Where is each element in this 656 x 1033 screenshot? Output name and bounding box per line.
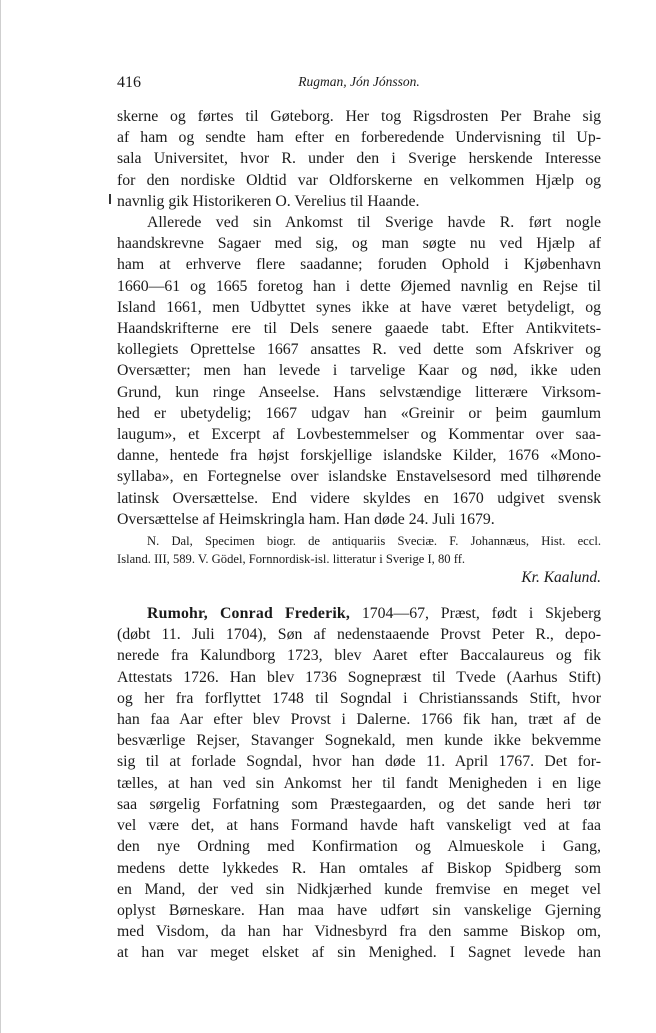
entry1-paragraph-2 xyxy=(117,212,601,530)
text-line: laugum», et Excerpt af Lovbestemmelser og Kommentar over saa- xyxy=(117,426,601,444)
text-line: Allerede ved sin Ankomst til Sverige havde R. ført nogle xyxy=(147,214,601,232)
text-line: for den nordiske Oldtid var Oldforskerne en velkommen Hjælp og xyxy=(117,171,601,189)
text-line: (døbt 11. Juli 1704), Søn af nedenstaaende Provst Peter R., depo- xyxy=(117,626,601,644)
page-number: 416 xyxy=(117,74,141,91)
margin-mark xyxy=(109,194,111,204)
reference-line: N. Dal, Specimen biogr. de antiquariis Sveciæ. F. Johannæus, Hist. eccl. xyxy=(147,534,601,549)
text-line: ham at erhverve flere saadanne; foruden Ophold i Kjøbenhavn xyxy=(117,256,601,274)
page-body xyxy=(117,106,601,964)
running-head: Rugman, Jón Jónsson. xyxy=(298,74,420,89)
text-line: hed er ubetydelig; 1667 udgav han «Greinir or þeim gaumlum xyxy=(117,404,601,422)
text-line: Haandskrifterne ere til Dels senere gaaede tabt. Efter Antikvitets- xyxy=(117,320,601,338)
text-line: Island 1661, men Udbyttet synes ikke at have været betydeligt, og xyxy=(117,298,601,316)
entry-headword: Rumohr, Conrad Frederik, xyxy=(147,605,351,623)
entry2-first-line xyxy=(117,603,601,624)
text-line: danne, hentede fra højst forskjellige islandske Kilder, 1676 «Mono- xyxy=(117,447,601,465)
text-line: nerede fra Kalundborg 1723, blev Aaret efter Baccalaureus og fik xyxy=(117,647,601,665)
text-line: oplyst Børneskare. Han maa have udført sin vanskelige Gjerning xyxy=(117,901,601,919)
entry1-paragraph-1 xyxy=(117,106,601,212)
text-line: af ham og sendte ham efter en forberedende Undervisning til Up- xyxy=(117,129,601,147)
text-line: Grund, kun ringe Anseelse. Hans selvstændige litterære Virksom- xyxy=(117,383,601,401)
text-line: at han var meget elsket af sin Menighed. I Sagnet levede han xyxy=(117,944,601,962)
text-line: 1660—61 og 1665 foretog han i dette Øjemed navnlig en Rejse til xyxy=(117,277,601,295)
text-line: Attestats 1726. Han blev 1736 Sognepræst til Tvede (Aarhus Stift) xyxy=(117,668,601,686)
text-line: Oversætter; men han levede i tarvelige Kaar og nød, ikke uden xyxy=(117,362,601,380)
text-line: den nye Ordning med Konfirmation og Almueskole i Gang, xyxy=(117,838,601,856)
scan-edge-line xyxy=(0,0,1,1033)
text-line: og her fra forflyttet 1748 til Sogndal i Christianssands Stift, hvor xyxy=(117,689,601,707)
text-line: saa sørgelig Forfatning som Præstegaarden, og det sande heri tør xyxy=(117,795,601,813)
text-line: sig til at forlade Sogndal, hvor han døde 11. April 1767. Det for- xyxy=(117,753,601,771)
text-line: Oversættelse af Heimskringla ham. Han døde 24. Juli 1679. xyxy=(117,510,495,528)
page-header xyxy=(117,74,601,94)
entry1-references xyxy=(117,532,601,568)
text-line: vel være det, at hans Formand havde haft vanskeligt ved at faa xyxy=(117,817,601,835)
entry1-author-signature: Kr. Kaalund. xyxy=(521,569,601,587)
text-line: med Visdom, da han har Vidnesbyrd fra den samme Biskop om, xyxy=(117,923,601,941)
text-line: han faa Aar efter blev Provst i Dalerne. 1766 fik han, træt af de xyxy=(117,711,601,729)
text-line: en Mand, der ved sin Nidkjærhed kunde fremvise en meget vel xyxy=(117,880,601,898)
reference-line: Island. III, 589. V. Gödel, Fornnordisk-isl. litteratur i Sverige I, 80 ff. xyxy=(117,552,466,567)
text-line: medens dette lykkedes R. Han omtales af Biskop Spidberg som xyxy=(117,859,601,877)
entry2-first-line-text: 1704—67, Præst, født i Skjeberg xyxy=(350,605,601,623)
text-line: syllaba», en Fortegnelse over islandske Enstavelsesord med tilhørende xyxy=(117,468,601,486)
text-line: besværlige Rejser, Stavanger Sognekald, men kunde ikke bekvemme xyxy=(117,732,601,750)
text-line: navnlig gik Historikeren O. Verelius til Haande. xyxy=(117,192,420,210)
text-line: tælles, at han ved sin Ankomst her til fandt Menigheden i en lige xyxy=(117,774,601,792)
text-line: haandskrevne Sagaer med sig, og man søgte nu ved Hjælp af xyxy=(117,235,601,253)
entry2-paragraph xyxy=(117,603,601,963)
text-line: skerne og førtes til Gøteborg. Her tog Rigsdrosten Per Brahe sig xyxy=(117,108,601,125)
text-line: latinsk Oversættelse. End videre skyldes en 1670 udgivet svensk xyxy=(117,489,601,507)
text-line: sala Universitet, hvor R. under den i Sverige herskende Interesse xyxy=(117,150,601,168)
text-line: kollegiets Oprettelse 1667 ansattes R. ved dette som Afskriver og xyxy=(117,341,601,359)
